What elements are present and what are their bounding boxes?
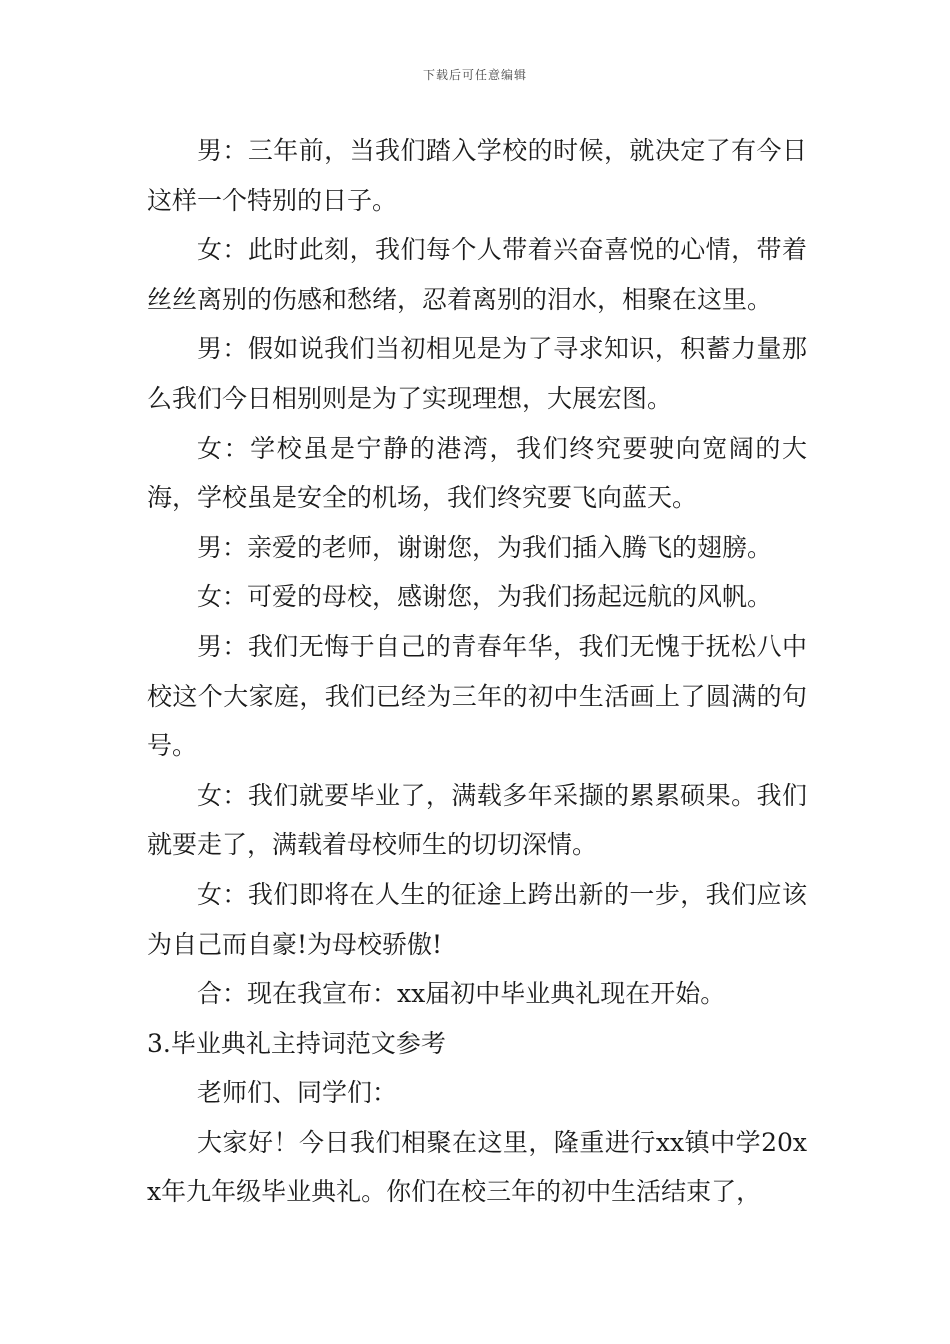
document-body bbox=[147, 126, 807, 1217]
paragraph: 合：现在我宣布：xx届初中毕业典礼现在开始。 bbox=[197, 979, 726, 1009]
paragraph: 大家好！今日我们相聚在这里，隆重进行xx镇中学20xx年九年级毕业典礼。你们在校三年的初中生活结束了， bbox=[147, 1127, 807, 1207]
paragraph: 男：假如说我们当初相见是为了寻求知识，积蓄力量那么我们今日相别则是为了实现理想，大展宏图。 bbox=[147, 334, 807, 413]
paragraph: 女：我们即将在人生的征途上跨出新的一步，我们应该为自己而自豪!为母校骄傲! bbox=[147, 879, 807, 959]
paragraph: 老师们、同学们： bbox=[197, 1078, 398, 1108]
paragraph: 男：亲爱的老师，谢谢您，为我们插入腾飞的翅膀。 bbox=[197, 532, 773, 562]
paragraph: 男：我们无悔于自己的青春年华，我们无愧于抚松八中校这个大家庭，我们已经为三年的初中生活画上了圆满的句号。 bbox=[147, 631, 807, 761]
page-header-note: 下载后可任意编辑 bbox=[422, 68, 527, 82]
paragraph: 女：学校虽是宁静的港湾，我们终究要驶向宽阔的大海，学校虽是安全的机场，我们终究要飞向蓝天。 bbox=[147, 433, 807, 513]
section-heading: 3.毕业典礼主持词范文参考 bbox=[147, 1028, 446, 1058]
paragraph: 女：我们就要毕业了，满载多年采撷的累累硕果。我们就要走了，满载着母校师生的切切深情。 bbox=[147, 780, 807, 860]
paragraph: 男：三年前，当我们踏入学校的时候，就决定了有今日这样一个特别的日子。 bbox=[147, 136, 807, 215]
paragraph: 女：可爱的母校，感谢您，为我们扬起远航的风帆。 bbox=[197, 582, 773, 612]
paragraph: 女：此时此刻，我们每个人带着兴奋喜悦的心情，带着丝丝离别的伤感和愁绪，忍着离别的泪水，相聚在这里。 bbox=[147, 235, 807, 314]
